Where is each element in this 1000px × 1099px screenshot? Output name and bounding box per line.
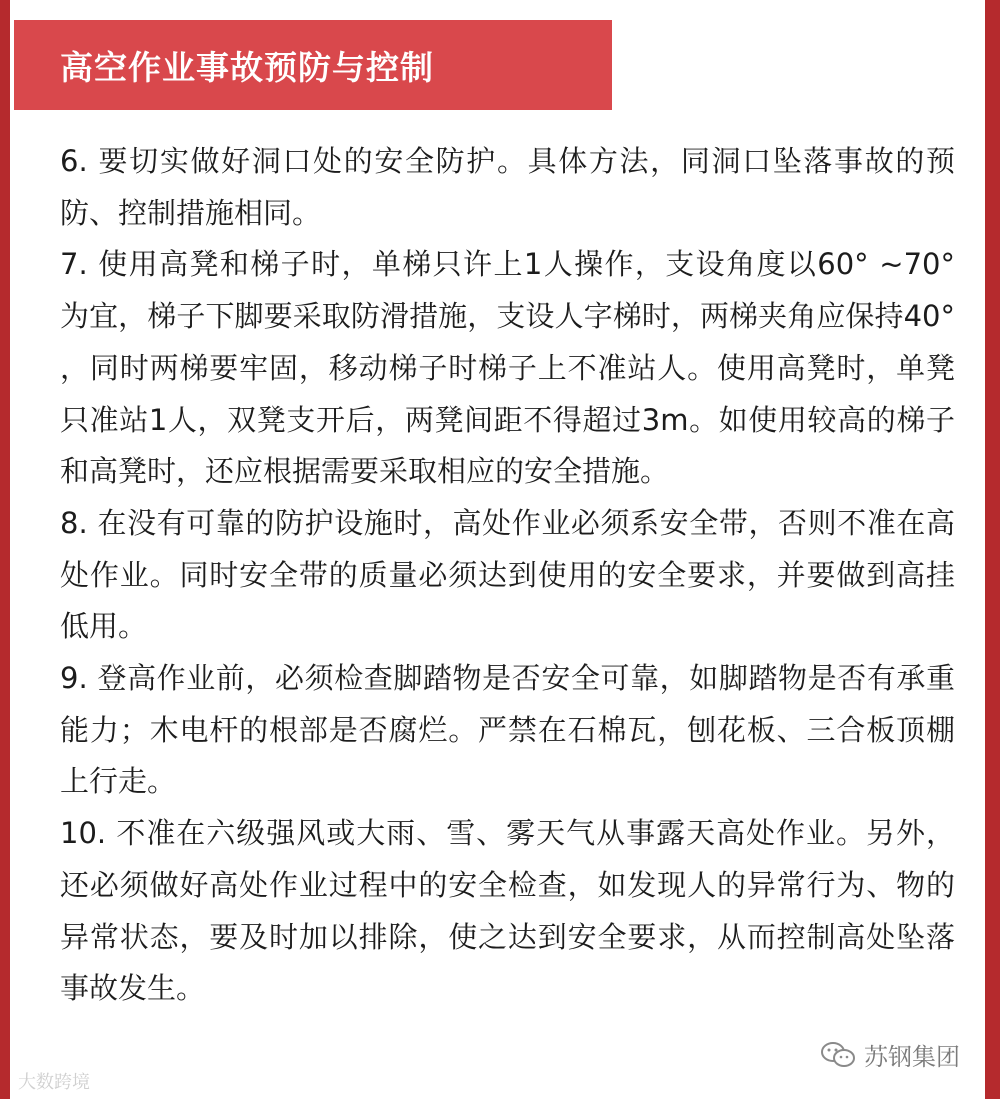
- paragraph-6: 6. 要切实做好洞口处的安全防护。具体方法，同洞口坠落事故的预防、控制措施相同。: [60, 144, 955, 230]
- watermark-right: [820, 1037, 960, 1072]
- title-banner: [14, 20, 612, 110]
- article-body: [60, 136, 955, 1015]
- watermark-left: [18, 1068, 90, 1094]
- watermark-right-text: 苏钢集团: [864, 1043, 960, 1071]
- wechat-icon: [820, 1041, 856, 1069]
- banner-title: 高空作业事故预防与控制: [60, 47, 434, 87]
- paragraph-8: 8. 在没有可靠的防护设施时，高处作业必须系安全带，否则不准在高处作业。同时安全带的质量必须达到使用的安全要求，并要做到高挂低用。: [60, 505, 955, 644]
- paragraph-7: 7. 使用高凳和梯子时，单梯只许上1人操作，支设角度以60° ~70° 为宜，梯子下脚要采取防滑措施，支设人字梯时，两梯夹角应保持40° ，同时两梯要牢固，移动梯子时梯子上不准站人。使用高凳时，单凳只准站1人，双凳支开后，两凳间距不得超过3m。如使用较高的梯子和高凳时，还应根据需要采取相应的安全措施。: [60, 247, 955, 489]
- watermark-left-text: 大数跨境: [18, 1072, 90, 1093]
- paragraph-10: 10. 不准在六级强风或大雨、雪、雾天气从事露天高处作业。另外，还必须做好高处作业过程中的安全检查，如发现人的异常行为、物的异常状态，要及时加以排除，使之达到安全要求，从而控制高处坠落事故发生。: [60, 816, 955, 1006]
- paragraph-9: 9. 登高作业前，必须检查脚踏物是否安全可靠，如脚踏物是否有承重能力；木电杆的根部是否腐烂。严禁在石棉瓦，刨花板、三合板顶棚上行走。: [60, 661, 955, 799]
